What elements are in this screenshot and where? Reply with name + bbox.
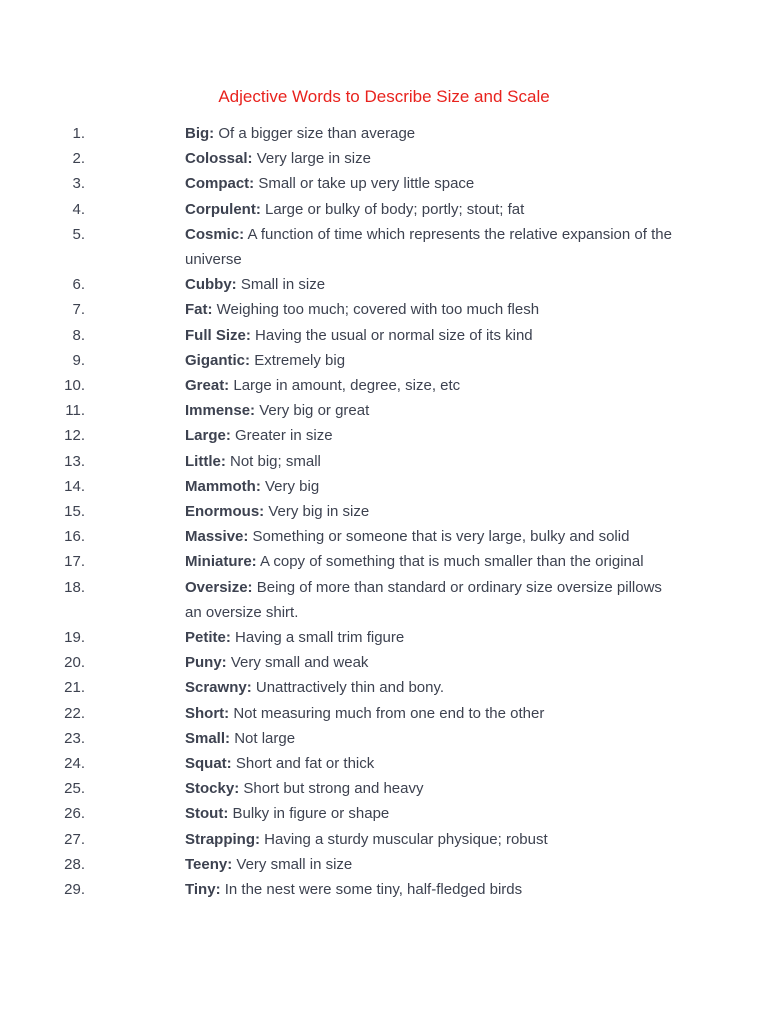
- list-item-term: Full Size:: [185, 326, 251, 344]
- list-item-number: 29.: [64, 881, 85, 899]
- list-item: [0, 398, 675, 423]
- list-item: [0, 675, 675, 700]
- list-item-definition: Weighing too much; covered with too much flesh: [216, 301, 540, 319]
- list-item-term: Petite:: [185, 629, 231, 647]
- list-item-number: 24.: [64, 755, 85, 773]
- list-item-term: Immense:: [185, 402, 256, 420]
- list-item: [0, 499, 675, 524]
- list-item-definition: A function of time which represents the relative expansion of the universe: [185, 225, 672, 269]
- list-item-definition: Bulky in figure or shape: [232, 805, 390, 823]
- list-item-number: 18.: [64, 578, 85, 596]
- list-item-number: 28.: [64, 855, 85, 873]
- list-item-definition: Short and fat or thick: [235, 755, 375, 773]
- list-item-definition: Being of more than standard or ordinary size oversize pillows an oversize shirt.: [185, 578, 662, 621]
- list-item: [0, 222, 675, 272]
- list-item-number: 19.: [64, 629, 85, 647]
- list-item: [0, 776, 675, 801]
- document-title: Adjective Words to Describe Size and Scale: [218, 87, 550, 106]
- list-item-term: Great:: [185, 377, 230, 395]
- list-item: [0, 701, 675, 726]
- list-item-definition: Extremely big: [254, 351, 346, 369]
- list-item: [0, 297, 675, 322]
- list-item: [0, 121, 675, 146]
- list-item-term: Big:: [185, 125, 215, 142]
- list-item: [0, 650, 675, 675]
- list-item-definition: Very small and weak: [230, 654, 369, 672]
- list-item: [0, 449, 675, 474]
- list-item-number: 4.: [72, 200, 85, 218]
- list-item-definition: Small in size: [240, 276, 326, 294]
- list-item-definition: Very big or great: [259, 402, 370, 420]
- list-item-definition: Having the usual or normal size of its kind: [255, 326, 533, 344]
- list-item-definition: Not large: [234, 729, 296, 747]
- list-item-number: 15.: [64, 503, 85, 521]
- list-item-definition: Very big in size: [268, 503, 370, 521]
- list-item-definition: Large or bulky of body; portly; stout; fat: [265, 200, 525, 218]
- list-item-term: Cubby:: [185, 276, 237, 294]
- list-item: [0, 827, 675, 852]
- list-item-term: Little:: [185, 452, 226, 470]
- list-item-number: 13.: [64, 452, 85, 470]
- list-item-term: Stocky:: [185, 780, 240, 798]
- list-item-term: Gigantic:: [185, 351, 251, 369]
- list-item-definition: Very small in size: [236, 855, 353, 873]
- list-item: [0, 726, 675, 751]
- list-item-definition: Unattractively thin and bony.: [255, 679, 445, 697]
- list-item-number: 21.: [64, 679, 85, 697]
- list-item-definition: Very large in size: [256, 150, 371, 168]
- list-item: [0, 625, 675, 650]
- list-item-number: 25.: [64, 780, 85, 798]
- list-item-number: 7.: [72, 301, 85, 319]
- list-item-definition: Not measuring much from one end to the other: [233, 704, 545, 722]
- list-item: [0, 852, 675, 877]
- list-item-term: Fat:: [185, 301, 213, 319]
- list-item-definition: Greater in size: [235, 427, 333, 445]
- list-item-term: Mammoth:: [185, 477, 261, 495]
- list-item: [0, 373, 675, 398]
- list-item: [0, 877, 675, 902]
- list-item-term: Colossal:: [185, 150, 253, 168]
- list-item-term: Oversize:: [185, 578, 253, 596]
- list-item-term: Short:: [185, 704, 230, 722]
- list-item-number: 5.: [72, 225, 85, 243]
- list-item-term: Miniature:: [185, 553, 257, 571]
- list-item-term: Scrawny:: [185, 679, 252, 697]
- list-item-term: Large:: [185, 427, 231, 445]
- list-item-number: 20.: [64, 654, 85, 672]
- list-item-number: 17.: [64, 553, 85, 571]
- list-item-definition: Short but strong and heavy: [243, 780, 424, 798]
- list-item-term: Small:: [185, 729, 231, 747]
- list-item: [0, 146, 675, 171]
- list-item-definition: A copy of something that is much smaller than the original: [260, 553, 644, 571]
- list-item-term: Cosmic:: [185, 225, 245, 243]
- list-item: [0, 272, 675, 297]
- list-item-number: 16.: [64, 528, 85, 546]
- list-item-definition: Having a sturdy muscular physique; robust: [264, 830, 548, 848]
- list-item-term: Corpulent:: [185, 200, 261, 218]
- list-item-term: Stout:: [185, 805, 229, 823]
- list-item-definition: Very big: [265, 477, 320, 495]
- adjective-list: [0, 121, 768, 902]
- list-item-term: Massive:: [185, 528, 249, 546]
- list-item-number: 1.: [72, 125, 85, 142]
- list-item-number: 12.: [64, 427, 85, 445]
- list-item: [0, 323, 675, 348]
- list-item: [0, 197, 675, 222]
- list-item-term: Squat:: [185, 755, 232, 773]
- list-item-term: Compact:: [185, 175, 255, 193]
- list-item-number: 14.: [64, 477, 85, 495]
- list-item-definition: Small or take up very little space: [258, 175, 475, 193]
- list-item-number: 11.: [65, 402, 85, 420]
- list-item-definition: In the nest were some tiny, half-fledged birds: [224, 881, 523, 899]
- list-item-number: 10.: [64, 377, 85, 395]
- list-item-definition: Large in amount, degree, size, etc: [233, 377, 461, 395]
- list-item-term: Puny:: [185, 654, 227, 672]
- list-item: [0, 423, 675, 448]
- list-item: [0, 524, 675, 549]
- list-item-term: Tiny:: [185, 881, 221, 899]
- list-item-number: 2.: [72, 150, 85, 168]
- list-item-definition: Having a small trim figure: [235, 629, 405, 647]
- list-item: [0, 575, 675, 625]
- list-item: [0, 801, 675, 826]
- list-item-definition: Not big; small: [230, 452, 321, 470]
- list-item-number: 3.: [72, 175, 85, 193]
- list-item-number: 26.: [64, 805, 85, 823]
- list-item-definition: Something or someone that is very large, bulky and solid: [252, 528, 630, 546]
- list-item-number: 23.: [64, 729, 85, 747]
- list-item: [0, 549, 675, 574]
- list-item-term: Enormous:: [185, 503, 265, 521]
- list-item-number: 8.: [72, 326, 85, 344]
- list-item-number: 27.: [64, 830, 85, 848]
- list-item-term: Strapping:: [185, 830, 260, 848]
- list-item-definition: Of a bigger size than average: [218, 125, 416, 142]
- list-item: [0, 348, 675, 373]
- list-item: [0, 751, 675, 776]
- list-item-number: 6.: [72, 276, 85, 294]
- list-item: [0, 171, 675, 196]
- list-item-term: Teeny:: [185, 855, 233, 873]
- list-item: [0, 474, 675, 499]
- list-item-number: 9.: [72, 351, 85, 369]
- list-item-number: 22.: [64, 704, 85, 722]
